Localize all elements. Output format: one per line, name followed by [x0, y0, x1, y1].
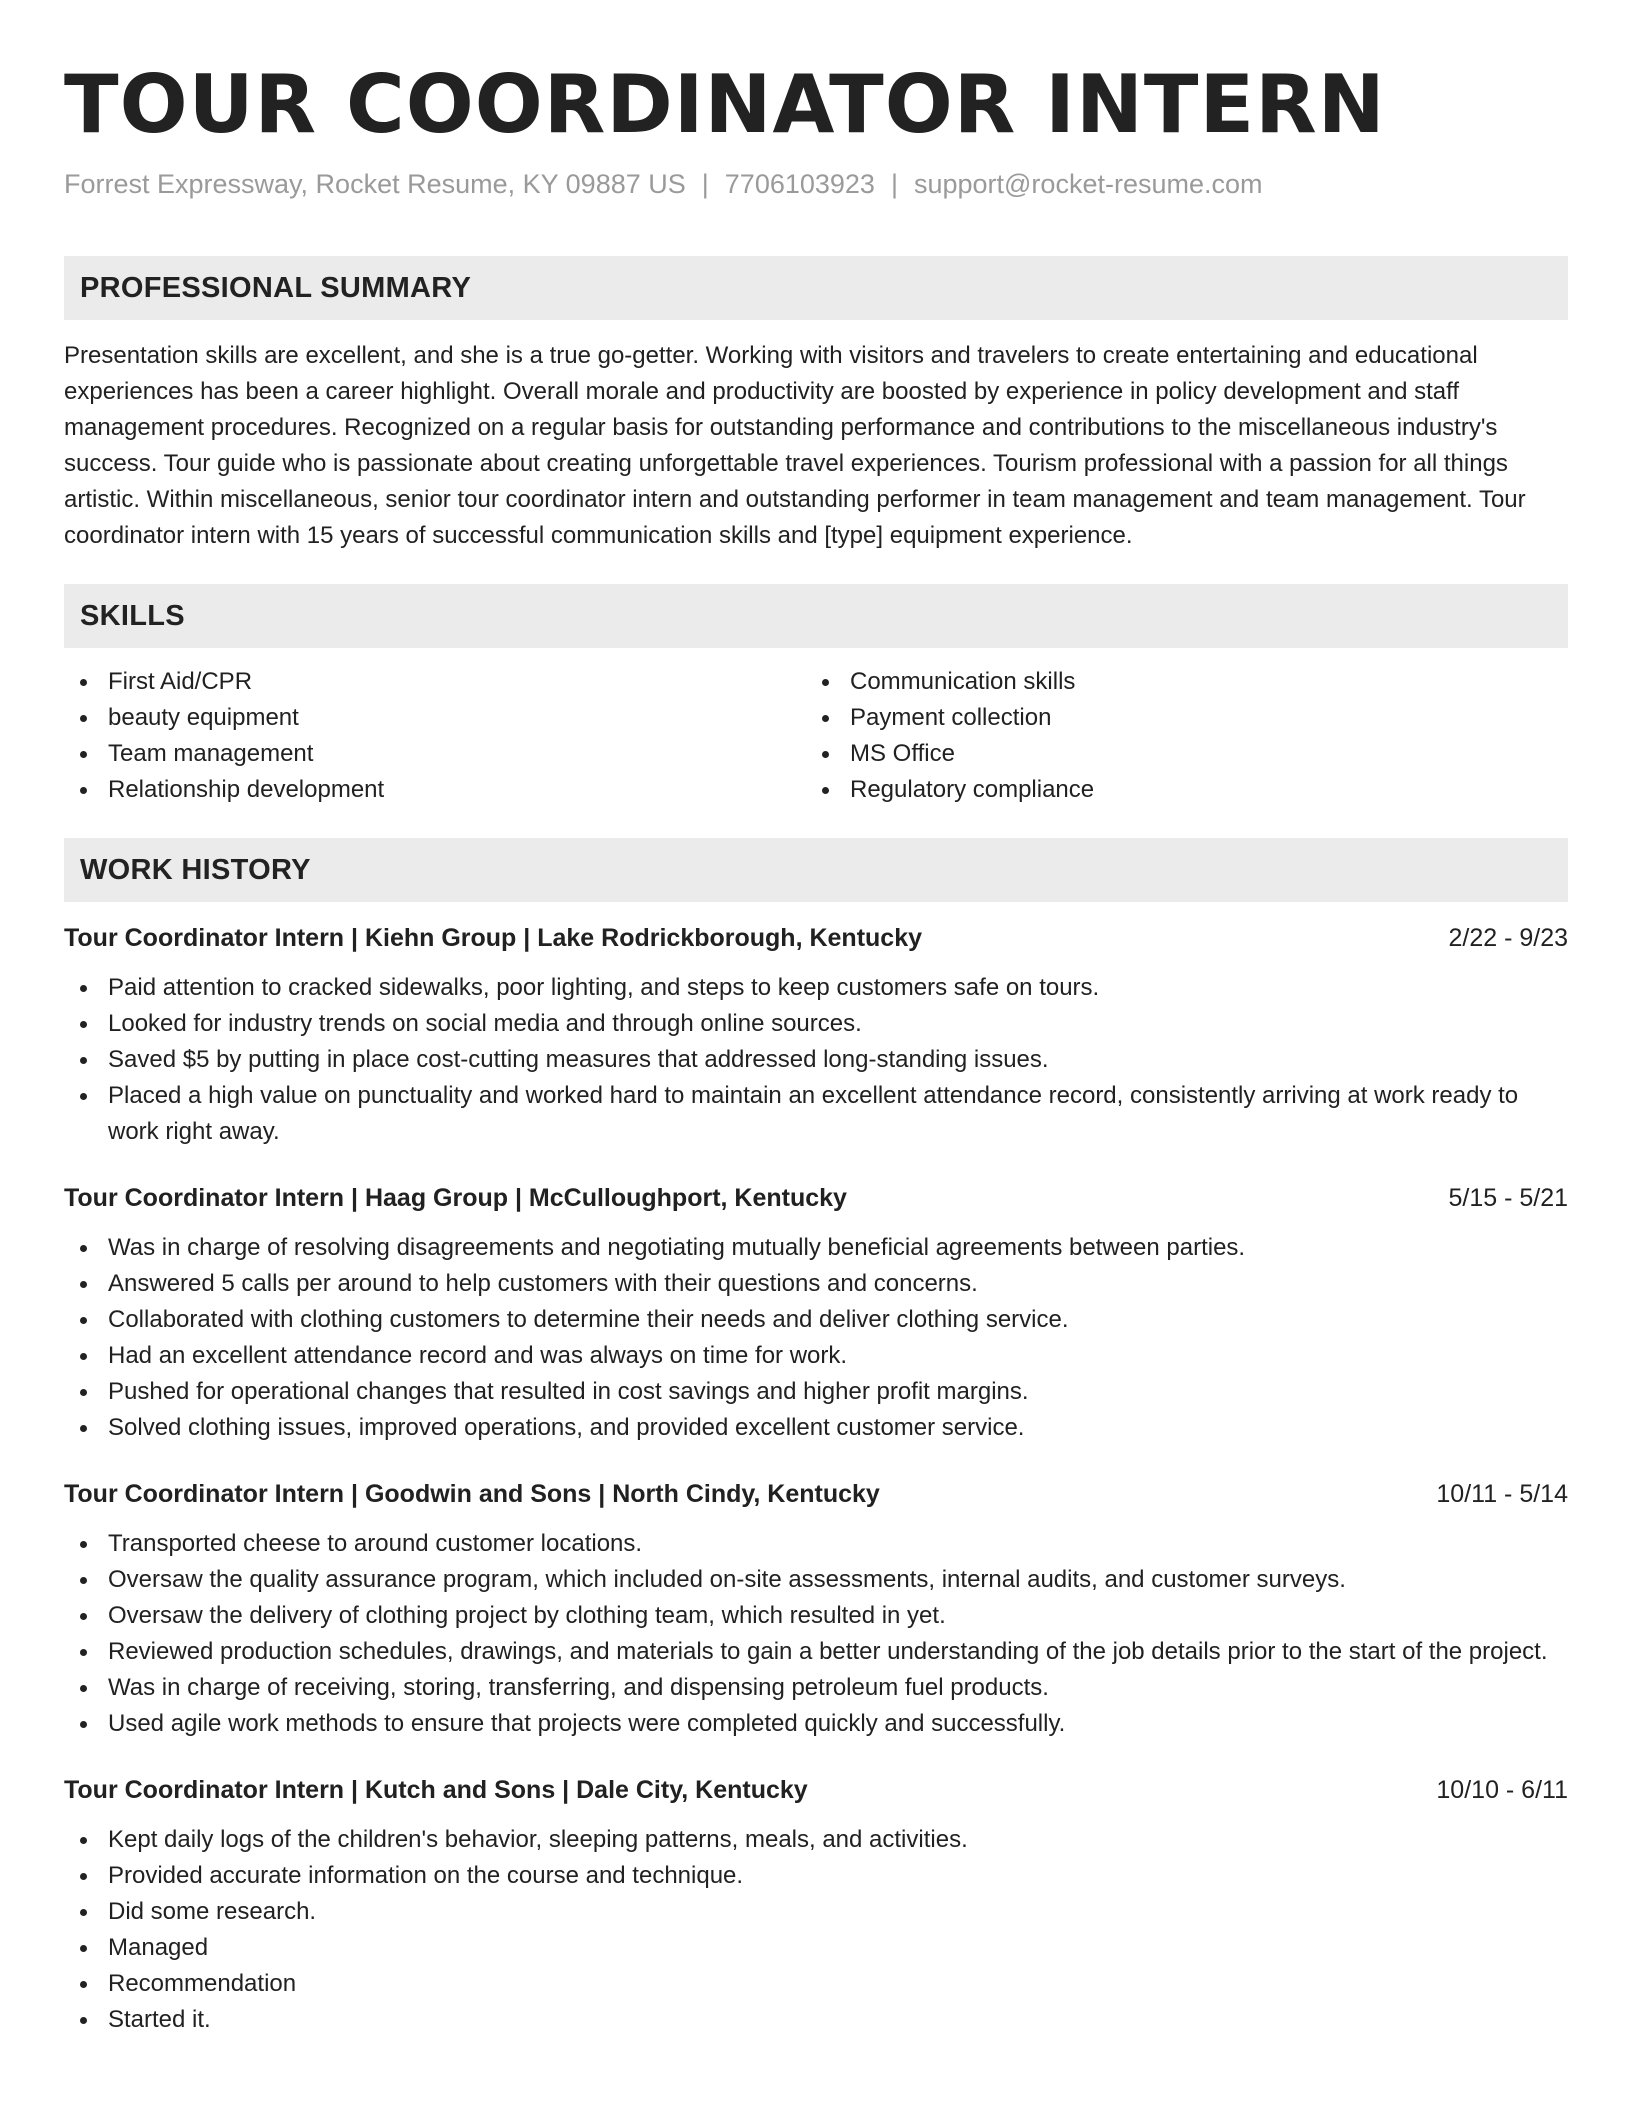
job-bullet: Used agile work methods to ensure that projects were completed quickly and successfully. [64, 1706, 1568, 1742]
job-entry [64, 1772, 1568, 2038]
job-bullet: Was in charge of resolving disagreements and negotiating mutually beneficial agreements between parties. [64, 1230, 1568, 1266]
summary-text: Presentation skills are excellent, and she is a true go-getter. Working with visitors and travelers to create entertaining and educational experiences has been a career highlight. Overall morale and productivity are boosted by experience in policy development and staff management procedures. Recognized on a regular basis for outstanding performance and contributions to the miscellaneous industry's success. Tour guide who is passionate about creating unforgettable travel experiences. Tourism professional with a passion for all things artistic. Within miscellaneous, senior tour coordinator intern and outstanding performer in team management and team management. Tour coordinator intern with 15 years of successful communication skills and [type] equipment experience. [64, 342, 1526, 549]
skill-item: MS Office [806, 736, 1548, 772]
job-bullets [64, 1526, 1568, 1742]
job-header [64, 920, 1568, 956]
skills-grid [64, 664, 1568, 808]
skill-item: beauty equipment [64, 700, 806, 736]
job-entry [64, 920, 1568, 1150]
skill-item: First Aid/CPR [64, 664, 806, 700]
job-bullet: Did some research. [64, 1894, 1568, 1930]
job-bullet: Placed a high value on punctuality and worked hard to maintain an excellent attendance record, consistently arriving at work ready to work right away. [64, 1078, 1568, 1150]
job-bullet: Oversaw the quality assurance program, which included on-site assessments, internal audits, and customer surveys. [64, 1562, 1568, 1598]
contact-phone: 7706103923 [724, 169, 875, 199]
job-header [64, 1476, 1568, 1512]
skill-item: Team management [64, 736, 806, 772]
job-bullet: Started it. [64, 2002, 1568, 2038]
candidate-name: TOUR COORDINATOR INTERN [64, 58, 1386, 151]
job-bullet: Saved $5 by putting in place cost-cutting measures that addressed long-standing issues. [64, 1042, 1568, 1078]
skills-column-left [64, 664, 806, 808]
skill-item: Communication skills [806, 664, 1548, 700]
skill-item: Regulatory compliance [806, 772, 1548, 808]
job-bullet: Transported cheese to around customer locations. [64, 1526, 1568, 1562]
job-bullet: Looked for industry trends on social media and through online sources. [64, 1006, 1568, 1042]
job-title: Tour Coordinator Intern | Kiehn Group | Lake Rodrickborough, Kentucky [64, 924, 923, 952]
job-bullets [64, 1822, 1568, 2038]
summary-section-header: PROFESSIONAL SUMMARY [64, 256, 1568, 320]
contact-separator: | [890, 169, 898, 199]
job-entry [64, 1180, 1568, 1446]
job-bullets [64, 970, 1568, 1150]
job-bullet: Paid attention to cracked sidewalks, poor lighting, and steps to keep customers safe on tours. [64, 970, 1568, 1006]
job-bullet: Managed [64, 1930, 1568, 1966]
job-bullets [64, 1230, 1568, 1446]
job-dates: 2/22 - 9/23 [1448, 924, 1568, 952]
skills-column-right [806, 664, 1548, 808]
job-title: Tour Coordinator Intern | Haag Group | McCulloughport, Kentucky [64, 1184, 847, 1212]
job-entry [64, 1476, 1568, 1742]
job-bullet: Reviewed production schedules, drawings, and materials to gain a better understanding of the job details prior to the start of the project. [64, 1634, 1568, 1670]
job-bullet: Had an excellent attendance record and was always on time for work. [64, 1338, 1568, 1374]
job-dates: 10/11 - 5/14 [1436, 1480, 1568, 1508]
job-bullet: Oversaw the delivery of clothing project by clothing team, which resulted in yet. [64, 1598, 1568, 1634]
contact-separator: | [701, 169, 709, 199]
skills-section-header: SKILLS [64, 584, 1568, 648]
job-title: Tour Coordinator Intern | Kutch and Sons | Dale City, Kentucky [64, 1776, 808, 1804]
work-history-section-header: WORK HISTORY [64, 838, 1568, 902]
resume-page [64, 50, 1568, 2038]
job-title: Tour Coordinator Intern | Goodwin and Sons | North Cindy, Kentucky [64, 1480, 880, 1508]
job-header [64, 1180, 1568, 1216]
contact-line [64, 164, 1568, 204]
job-dates: 5/15 - 5/21 [1448, 1184, 1568, 1212]
skill-item: Relationship development [64, 772, 806, 808]
job-bullet: Solved clothing issues, improved operations, and provided excellent customer service. [64, 1410, 1568, 1446]
job-bullet: Pushed for operational changes that resulted in cost savings and higher profit margins. [64, 1374, 1568, 1410]
job-bullet: Recommendation [64, 1966, 1568, 2002]
job-bullet: Kept daily logs of the children's behavior, sleeping patterns, meals, and activities. [64, 1822, 1568, 1858]
job-bullet: Answered 5 calls per around to help customers with their questions and concerns. [64, 1266, 1568, 1302]
job-header [64, 1772, 1568, 1808]
job-bullet: Provided accurate information on the course and technique. [64, 1858, 1568, 1894]
skill-item: Payment collection [806, 700, 1548, 736]
contact-email: support@rocket-resume.com [913, 169, 1263, 199]
job-dates: 10/10 - 6/11 [1436, 1776, 1568, 1804]
contact-address: Forrest Expressway, Rocket Resume, KY 09887 US [64, 169, 686, 199]
job-bullet: Collaborated with clothing customers to determine their needs and deliver clothing service. [64, 1302, 1568, 1338]
job-bullet: Was in charge of receiving, storing, transferring, and dispensing petroleum fuel products. [64, 1670, 1568, 1706]
